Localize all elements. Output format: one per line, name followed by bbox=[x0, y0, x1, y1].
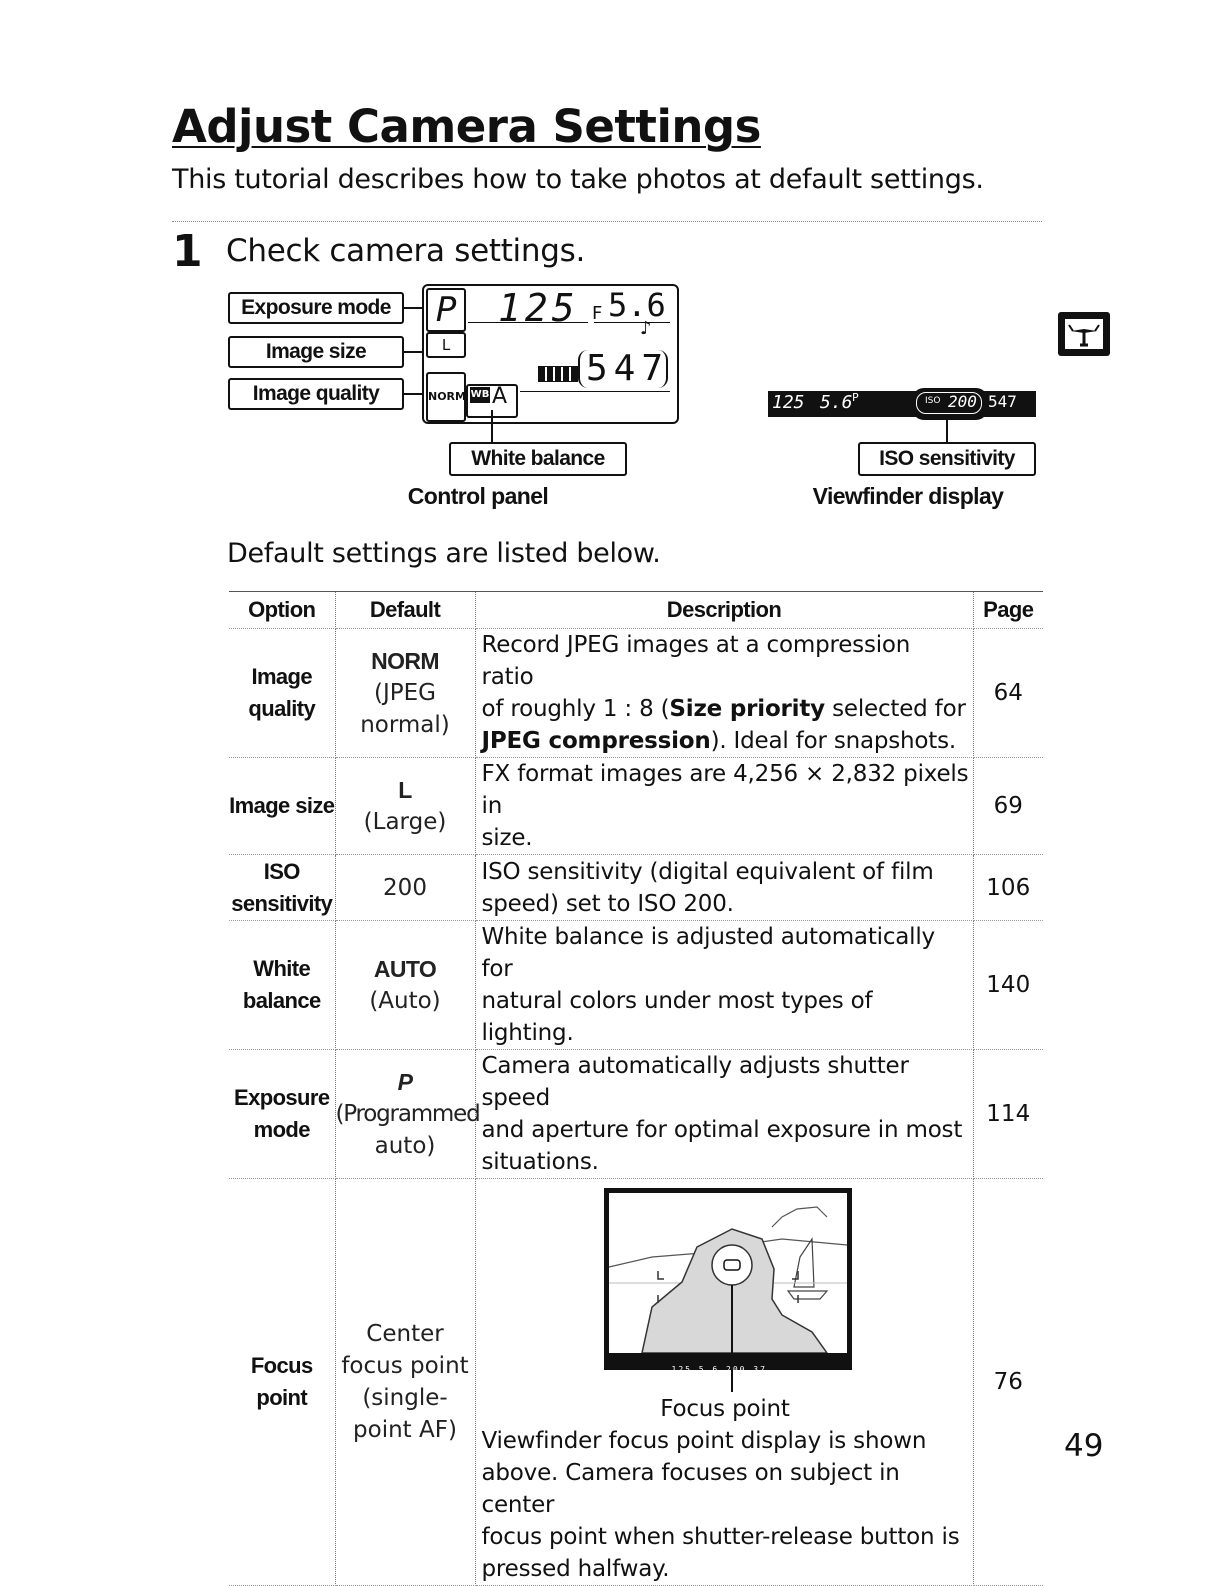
default-cell: Center focus point (single- point AF) bbox=[335, 1179, 475, 1586]
lcd-shutter-speed: 125 bbox=[498, 286, 579, 330]
option-cell: Focus point bbox=[229, 1179, 335, 1586]
page-subtitle: This tutorial describes how to take photos at default settings. bbox=[172, 164, 984, 195]
header-description: Description bbox=[475, 592, 973, 629]
wb-connector bbox=[486, 410, 498, 446]
page-number: 49 bbox=[1064, 1428, 1104, 1464]
vf-mode: P bbox=[852, 391, 859, 404]
image-quality-callout: Image quality bbox=[228, 378, 404, 410]
table-row bbox=[229, 758, 1043, 855]
step-number: 1 bbox=[172, 226, 203, 277]
description-cell: 125 5.6 200 37 Focus point Viewfinder focus point display is shown above. Camera focuses on subject in center focus point when shutter-release button is pressed halfway. bbox=[475, 1179, 973, 1586]
lcd-underline bbox=[468, 322, 588, 323]
table-row bbox=[229, 1179, 1043, 1586]
description-cell: White balance is adjusted automatically for natural colors under most types of lighting. bbox=[475, 921, 973, 1050]
lcd-underline-3 bbox=[520, 391, 670, 392]
page-cell: 76 bbox=[973, 1179, 1043, 1586]
description-cell: ISO sensitivity (digital equivalent of film speed) set to ISO 200. bbox=[475, 855, 973, 921]
focus-point-caption: Focus point bbox=[660, 1396, 790, 1422]
lcd-underline-2 bbox=[594, 322, 670, 323]
vf-shots: 547 bbox=[988, 392, 1017, 411]
option-cell: Image quality bbox=[229, 629, 335, 758]
vf-aperture: 5.6 bbox=[820, 392, 853, 413]
image-size-callout: Image size bbox=[228, 336, 404, 368]
table-row bbox=[229, 855, 1043, 921]
table-row bbox=[229, 1050, 1043, 1179]
header-option: Option bbox=[229, 592, 335, 629]
option-cell: Image size bbox=[229, 758, 335, 855]
default-cell: 200 bbox=[335, 855, 475, 921]
option-cell: ISO sensitivity bbox=[229, 855, 335, 921]
vf-iso-value: 200 bbox=[948, 392, 977, 411]
white-balance-callout: White balance bbox=[449, 442, 627, 476]
option-cell: White balance bbox=[229, 921, 335, 1050]
vf-iso-label: ISO bbox=[925, 396, 941, 406]
description-cell: Camera automatically adjusts shutter speed and aperture for optimal exposure in most situations. bbox=[475, 1050, 973, 1179]
header-default: Default bbox=[335, 592, 475, 629]
lcd-aperture-value: 5.6 bbox=[608, 286, 666, 324]
description-cell: Record JPEG images at a compression ratio of roughly 1 : 8 (Size priority selected for JPEG compression). Ideal for snapshots. bbox=[475, 629, 973, 758]
lcd-image-size: L bbox=[426, 332, 466, 358]
vf-shutter: 125 bbox=[772, 392, 805, 413]
description-cell: FX format images are 4,256 × 2,832 pixels in size. bbox=[475, 758, 973, 855]
default-cell: L (Large) bbox=[335, 758, 475, 855]
shooting-section-tab-icon bbox=[1058, 312, 1110, 356]
table-intro: Default settings are listed below. bbox=[227, 538, 661, 569]
iso-sensitivity-callout: ISO sensitivity bbox=[858, 442, 1036, 476]
lcd-mode-indicator: P bbox=[426, 288, 466, 332]
page-cell: 114 bbox=[973, 1050, 1043, 1179]
default-cell: P (Programmed auto) bbox=[335, 1050, 475, 1179]
page-cell: 69 bbox=[973, 758, 1043, 855]
battery-icon bbox=[538, 366, 578, 382]
section-divider bbox=[172, 221, 1042, 222]
table-row bbox=[229, 921, 1043, 1050]
page-title: Adjust Camera Settings bbox=[172, 100, 761, 153]
table-header-row bbox=[229, 592, 1043, 629]
default-cell: NORM (JPEG normal) bbox=[335, 629, 475, 758]
focus-point-figure bbox=[482, 1187, 969, 1395]
lcd-aperture-prefix: F bbox=[592, 303, 603, 324]
page-cell: 106 bbox=[973, 855, 1043, 921]
page-cell: 140 bbox=[973, 921, 1043, 1050]
viewfinder-caption: Viewfinder display bbox=[812, 483, 1004, 509]
lcd-wb-value: A bbox=[492, 384, 508, 409]
lcd-wb-icon: WB bbox=[470, 387, 490, 403]
lcd-beep-icon: ♪ bbox=[640, 318, 652, 339]
lcd-shots-remaining: 547 bbox=[586, 348, 670, 389]
exposure-mode-callout: Exposure mode bbox=[228, 292, 404, 324]
option-cell: Exposure mode bbox=[229, 1050, 335, 1179]
control-panel-caption: Control panel bbox=[407, 483, 549, 509]
focus-vf-strip: 125 5.6 200 37 bbox=[671, 1365, 767, 1374]
header-page: Page bbox=[973, 592, 1043, 629]
default-settings-table bbox=[229, 591, 1043, 1586]
lcd-image-quality: NORM bbox=[426, 372, 466, 422]
default-cell: AUTO (Auto) bbox=[335, 921, 475, 1050]
table-row bbox=[229, 629, 1043, 758]
page-cell: 64 bbox=[973, 629, 1043, 758]
step-title: Check camera settings. bbox=[226, 233, 585, 269]
